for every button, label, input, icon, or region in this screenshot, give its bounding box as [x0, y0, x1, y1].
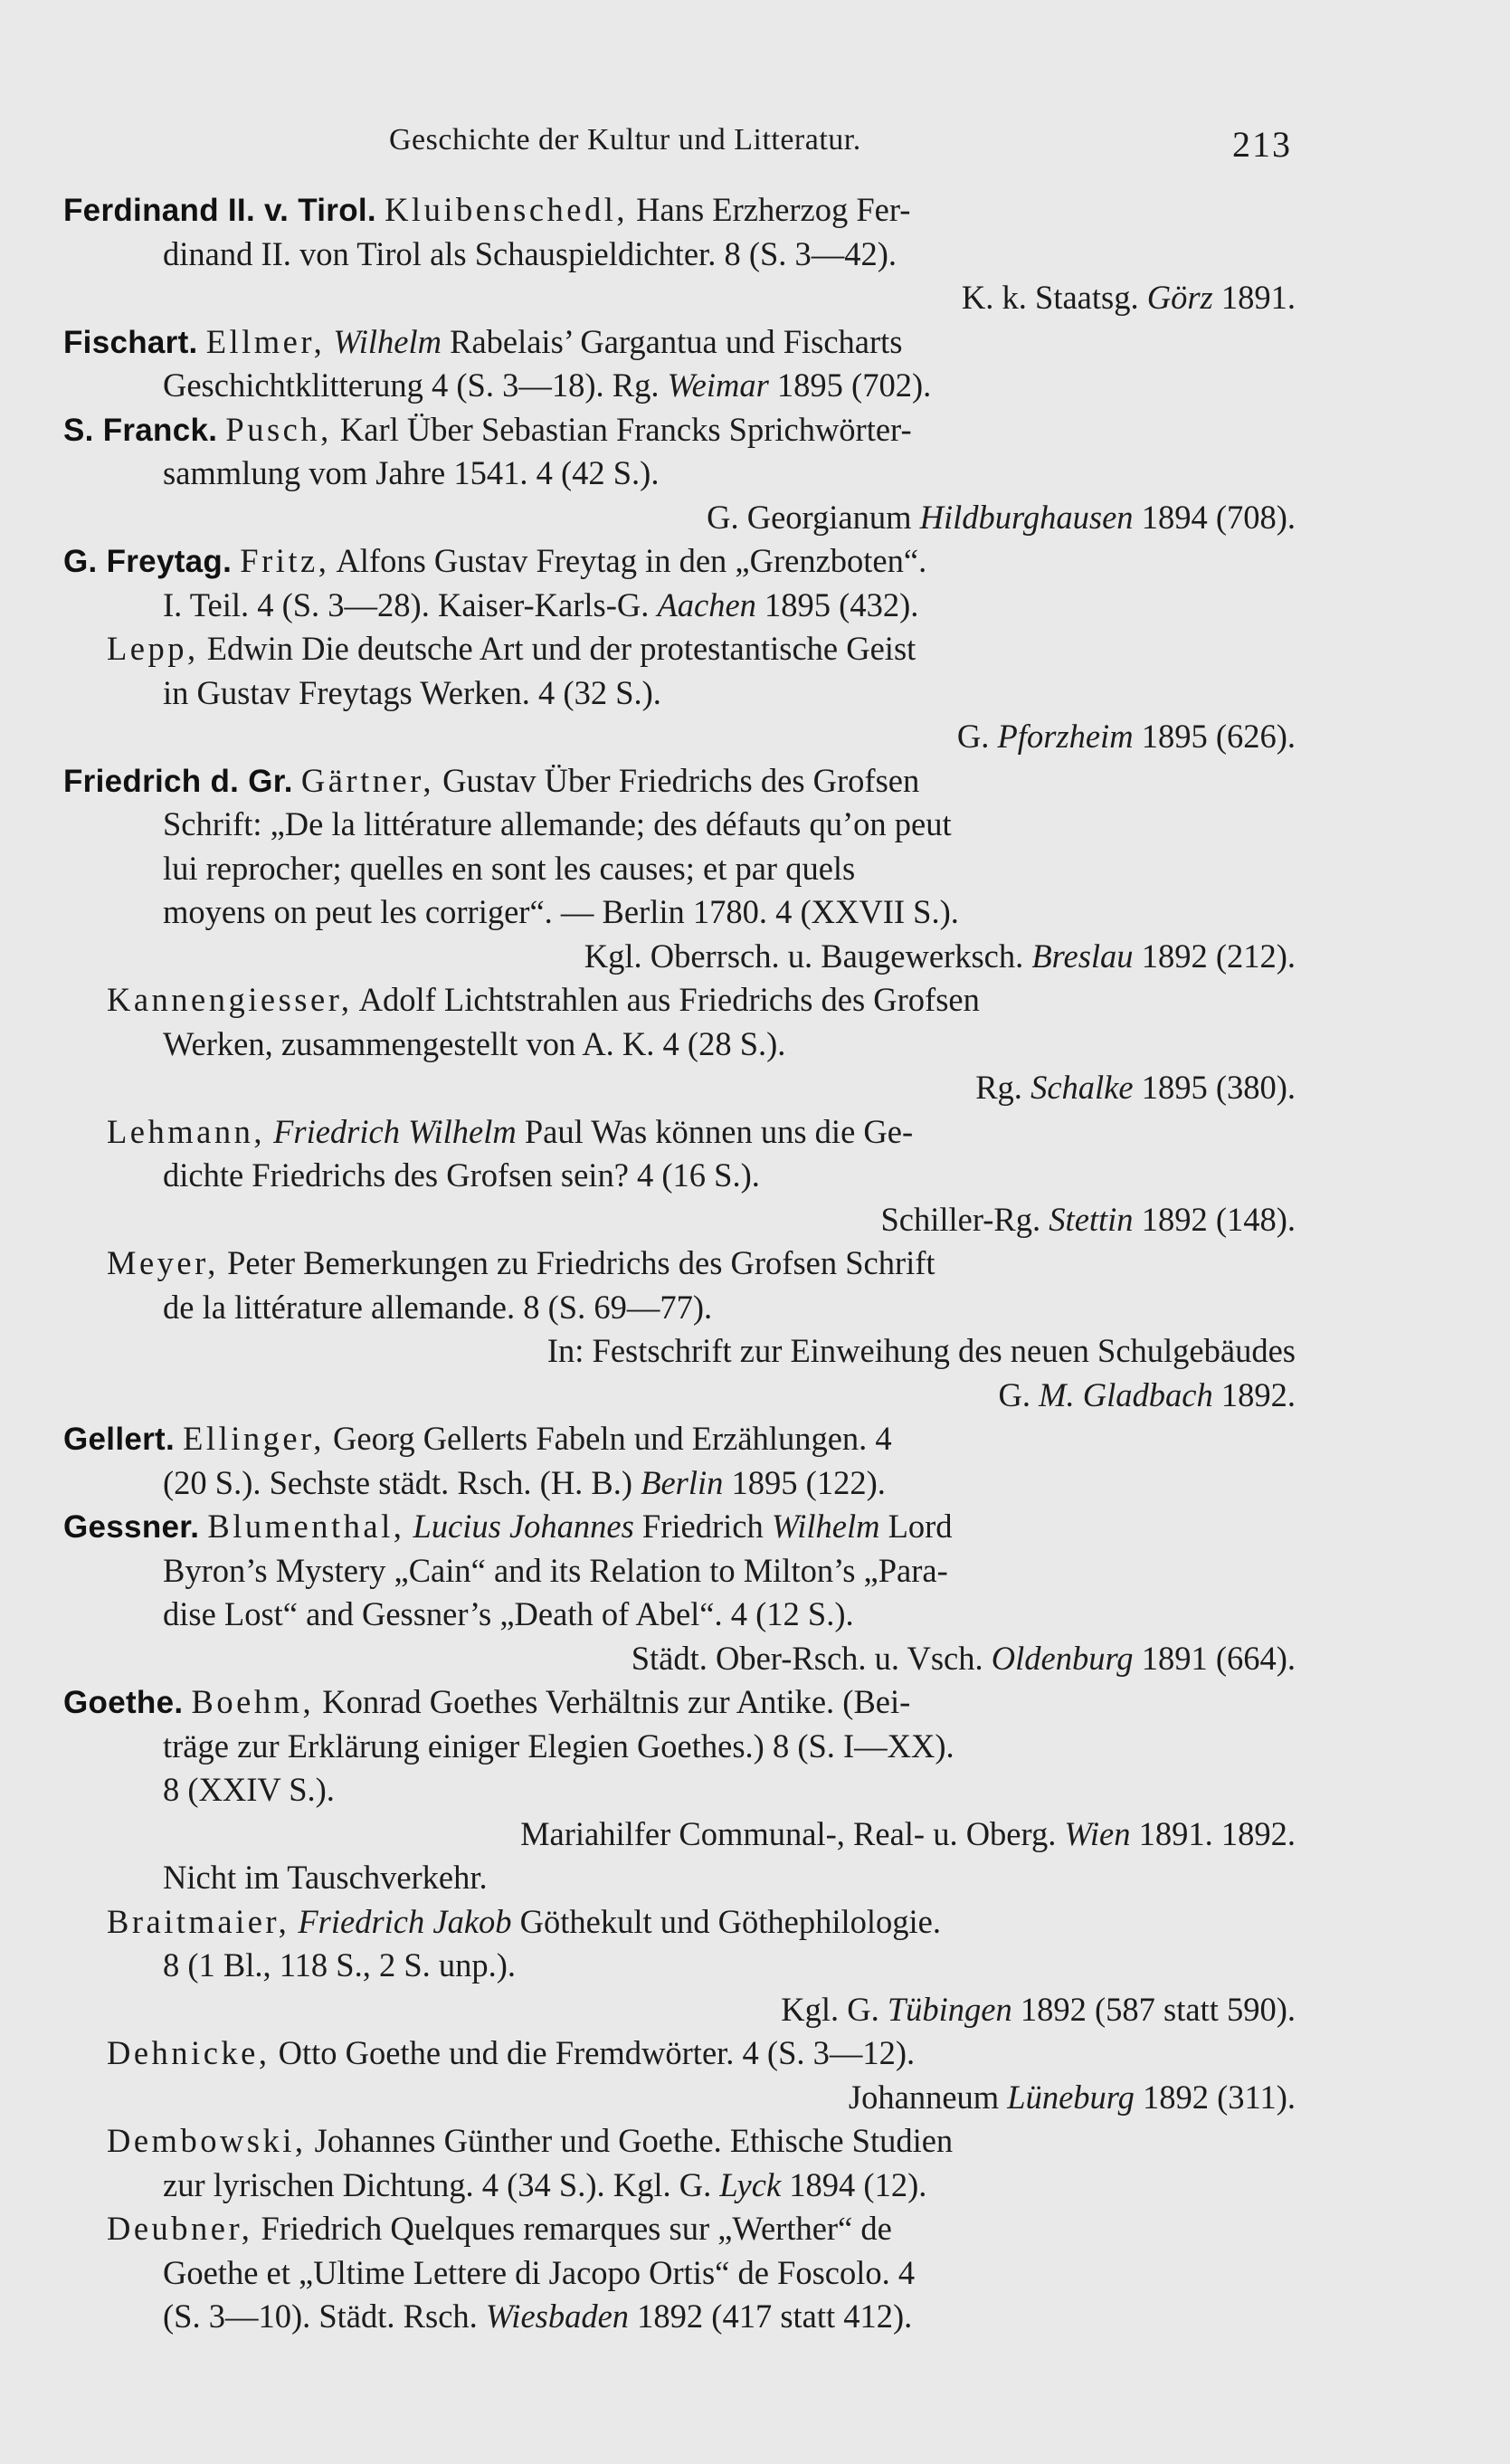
place-name: Oldenburg — [991, 1639, 1134, 1677]
year-number: 1894 (708). — [1133, 498, 1296, 536]
entry-text: dise Lost“ and Gessner’s „Death of Abel“. 4 (12 S.). — [163, 1595, 854, 1632]
author-surname: Dembowski, — [107, 2122, 307, 2159]
entry-text: Johannes Günther und Goethe. Ethische Studien — [306, 2122, 954, 2159]
year-number: 1891 (664). — [1133, 1639, 1296, 1677]
entry-text: Schiller-Rg. — [880, 1200, 1049, 1238]
entry-line — [63, 496, 1296, 540]
author-surname: Kannengiesser, — [107, 981, 353, 1018]
entry-text: lui reprocher; quelles en sont les causes; et par quels — [163, 849, 856, 887]
author-surname: Deubner, — [107, 2210, 253, 2247]
entry-text: dinand II. von Tirol als Schauspieldichter. 8 (S. 3—42). — [163, 234, 897, 272]
entry-text: Karl Über Sebastian Francks Sprichwörter- — [331, 410, 912, 448]
entry-line — [63, 1549, 1296, 1594]
header-title: Geschichte der Kultur und Litteratur. — [389, 123, 861, 157]
author-surname: Blumenthal, — [207, 1508, 405, 1545]
year-number: 1892 (311). — [1134, 2078, 1296, 2116]
author-surname: Boehm, — [191, 1683, 315, 1720]
author-surname: Meyer, — [107, 1244, 219, 1281]
place-name: Berlin — [641, 1463, 724, 1501]
entry-text — [325, 323, 333, 360]
entry-text: K. k. Staatsg. — [961, 279, 1147, 316]
entry-line — [63, 584, 1296, 628]
entry-line — [63, 1856, 1296, 1900]
entry-line — [63, 627, 1296, 671]
entry-text: Johanneum — [848, 2078, 1008, 2116]
entry-line — [63, 539, 1296, 584]
entry-text: Georg Gellerts Fabeln und Erzählungen. 4 — [324, 1420, 892, 1457]
entry-text: Friedrich — [633, 1508, 772, 1545]
year-number: 1895 (380). — [1133, 1069, 1296, 1106]
year-number: 1891. 1892. — [1130, 1814, 1296, 1852]
entry-line — [63, 978, 1296, 1023]
place-name: Wien — [1064, 1814, 1131, 1852]
entry-line — [63, 1725, 1296, 1769]
entry-text — [290, 1903, 298, 1940]
entry-line — [63, 408, 1296, 452]
entry-text: Alfons Gustav Freytag in den „Grenzboten“. — [329, 542, 927, 579]
entry-line — [63, 847, 1296, 891]
place-name: M. Gladbach — [1039, 1375, 1213, 1413]
entry-line — [63, 1374, 1296, 1418]
author-surname: Braitmaier, — [107, 1902, 290, 1940]
entry-text: 8 (XXIV S.). — [163, 1771, 335, 1808]
author-surname: Lehmann, — [107, 1112, 265, 1150]
bibliography-entry — [63, 188, 1296, 320]
entry-text: Paul Was können uns die Ge- — [516, 1112, 914, 1150]
author-given-name: Wilhelm — [771, 1508, 880, 1545]
entry-text: Kgl. G. — [781, 1990, 888, 2028]
entry-text: de la littérature allemande. 8 (S. 69—77). — [163, 1288, 713, 1326]
entry-text: Werken, zusammengestellt von A. K. 4 (28 S.). — [163, 1024, 786, 1062]
year-number: 1892. — [1212, 1375, 1296, 1413]
bibliography-entry — [63, 1505, 1296, 1680]
entry-text: Mariahilfer Communal-, Real- u. Oberg. — [520, 1814, 1065, 1852]
entry-line — [63, 1066, 1296, 1110]
place-name: Aachen — [657, 585, 756, 623]
entry-text: Friedrich Quelques remarques sur „Werther“ de — [252, 2210, 892, 2247]
entry-line — [63, 1329, 1296, 1374]
author-surname: Ellinger, — [183, 1420, 325, 1457]
place-name: Stettin — [1049, 1200, 1134, 1238]
entry-text: G. Georgianum — [707, 498, 920, 536]
entry-line — [63, 1198, 1296, 1242]
entry-line — [63, 715, 1296, 759]
bibliography-entry — [63, 1417, 1296, 1505]
entry-line — [63, 1505, 1296, 1549]
year-number: 1895 (626). — [1133, 718, 1296, 755]
entry-text: moyens on peut les corriger“. — Berlin 1780. 4 (XXVII S.). — [163, 893, 959, 930]
entry-text: Adolf Lichtstrahlen aus Friedrichs des Grofsen — [352, 981, 980, 1018]
entry-line — [63, 2164, 1296, 2208]
entry-line — [63, 1637, 1296, 1681]
page-number: 213 — [1232, 124, 1292, 165]
entry-line — [63, 1593, 1296, 1637]
entry-line — [63, 1988, 1296, 2032]
entry-text: träge zur Erklärung einiger Elegien Goethes.) 8 (S. I—XX). — [163, 1727, 954, 1765]
entry-text — [265, 1113, 273, 1150]
entry-line — [63, 1812, 1296, 1857]
entry-line — [63, 1944, 1296, 1988]
year-number: 1892 (212). — [1133, 937, 1296, 975]
subject-heading: G. Freytag. — [63, 544, 233, 579]
place-name: Hildburghausen — [919, 498, 1134, 536]
entry-text: Hans Erzherzog Fer- — [628, 191, 911, 228]
entry-text: Geschichtklitterung 4 (S. 3—18). Rg. — [163, 366, 668, 404]
entry-line — [63, 2076, 1296, 2120]
entry-text: Peter Bemerkungen zu Friedrichs des Grofsen Schrift — [218, 1244, 935, 1281]
author-given-name: Lucius Johannes — [413, 1508, 634, 1545]
entry-line — [63, 1680, 1296, 1725]
entry-line — [63, 364, 1296, 408]
entry-line — [63, 759, 1296, 804]
author-given-name: Friedrich Jakob — [298, 1902, 512, 1940]
entry-text: (20 S.). Sechste städt. Rsch. (H. B.) — [163, 1463, 641, 1501]
entry-text: Otto Goethe und die Fremdwörter. 4 (S. 3—12). — [270, 2034, 916, 2071]
year-number: 1895 (432). — [755, 585, 919, 623]
subject-heading: Gellert. — [63, 1422, 176, 1457]
bibliography-entry — [63, 320, 1296, 408]
entry-line — [63, 188, 1296, 233]
place-name: Weimar — [667, 366, 769, 404]
entry-text: In: Festschrift zur Einweihung des neuen Schulgebäudes — [546, 1332, 1296, 1369]
entry-line — [63, 803, 1296, 847]
subject-heading: Goethe. — [63, 1685, 184, 1720]
entry-line — [63, 1900, 1296, 1945]
author-surname: Fritz, — [240, 542, 330, 579]
entry-text: Nicht im Tauschverkehr. — [163, 1859, 488, 1896]
year-number: 1891. — [1212, 279, 1296, 316]
entry-text: Städt. Ober-Rsch. u. Vsch. — [631, 1639, 992, 1677]
subject-heading: Fischart. — [63, 324, 198, 360]
entry-line — [63, 1768, 1296, 1812]
place-name: Görz — [1146, 279, 1213, 316]
place-name: Lyck — [719, 2165, 782, 2203]
entry-line — [63, 935, 1296, 979]
entry-text: Goethe et „Ultime Lettere di Jacopo Ortis“ de Foscolo. 4 — [163, 2253, 916, 2291]
bibliography-list — [63, 188, 1296, 2339]
author-surname: Gärtner, — [300, 761, 434, 799]
entry-text: Göthekult und Göthephilologie. — [511, 1902, 941, 1940]
author-surname: Kluibenschedl, — [385, 191, 629, 228]
entry-line — [63, 276, 1296, 320]
subject-heading: S. Franck. — [63, 412, 218, 448]
place-name: Lüneburg — [1007, 2078, 1135, 2116]
author-surname: Lepp, — [107, 630, 199, 667]
author-surname: Pusch, — [225, 410, 332, 448]
place-name: Pforzheim — [997, 718, 1134, 755]
entry-line — [63, 2251, 1296, 2296]
entry-line — [63, 2031, 1296, 2076]
entry-line — [63, 1242, 1296, 1286]
entry-line — [63, 1417, 1296, 1461]
entry-text: 8 (1 Bl., 118 S., 2 S. unp.). — [163, 1946, 517, 1984]
entry-line — [63, 233, 1296, 277]
entry-line — [63, 1023, 1296, 1067]
place-name: Wiesbaden — [485, 2298, 630, 2335]
place-name: Tübingen — [887, 1990, 1012, 2028]
entry-text: I. Teil. 4 (S. 3—28). Kaiser-Karls-G. — [163, 585, 658, 623]
subject-heading: Friedrich d. Gr. — [63, 763, 293, 799]
entry-text: Konrad Goethes Verhältnis zur Antike. (Bei- — [314, 1683, 911, 1720]
year-number: 1892 (148). — [1133, 1200, 1296, 1238]
entry-text: Edwin Die deutsche Art und der protestantische Geist — [198, 630, 916, 667]
entry-text: Lord — [879, 1508, 953, 1545]
author-given-name: Friedrich Wilhelm — [273, 1112, 517, 1150]
author-surname: Ellmer, — [205, 322, 326, 360]
bibliography-entry — [63, 759, 1296, 1418]
entry-line — [63, 452, 1296, 496]
entry-text: (S. 3—10). Städt. Rsch. — [163, 2298, 486, 2335]
subject-heading: Gessner. — [63, 1509, 200, 1545]
subject-heading: Ferdinand II. v. Tirol. — [63, 193, 376, 228]
entry-text: Kgl. Oberrsch. u. Baugewerksch. — [584, 937, 1032, 975]
entry-text: G. — [956, 718, 998, 755]
entry-text: Rg. — [975, 1069, 1031, 1106]
bibliography-entry — [63, 539, 1296, 759]
author-surname: Dehnicke, — [107, 2034, 271, 2071]
year-number: 1892 (587 statt 590). — [1011, 1990, 1296, 2028]
entry-text: sammlung vom Jahre 1541. 4 (42 S.). — [163, 454, 660, 491]
running-header — [389, 123, 1292, 170]
year-number: 1894 (12). — [781, 2165, 927, 2203]
bibliography-entry — [63, 408, 1296, 540]
entry-text: Byron’s Mystery „Cain“ and its Relation to Milton’s „Para- — [163, 1551, 948, 1589]
entry-text: dichte Friedrichs des Grofsen sein? 4 (16 S.). — [163, 1156, 760, 1194]
entry-line — [63, 890, 1296, 935]
entry-line — [63, 1461, 1296, 1506]
entry-line — [63, 1110, 1296, 1155]
place-name: Breslau — [1031, 937, 1134, 975]
entry-line — [63, 671, 1296, 716]
entry-text: in Gustav Freytags Werken. 4 (32 S.). — [163, 673, 661, 711]
entry-line — [63, 1154, 1296, 1198]
entry-text: Schrift: „De la littérature allemande; des défauts qu’on peut — [163, 805, 952, 842]
entry-line — [63, 1286, 1296, 1330]
entry-text: Gustav Über Friedrichs des Grofsen — [434, 761, 920, 799]
place-name: Schalke — [1030, 1069, 1134, 1106]
entry-line — [63, 2207, 1296, 2251]
entry-text: Rabelais’ Gargantua und Fischarts — [441, 322, 903, 360]
entry-line — [63, 2295, 1296, 2339]
entry-text: G. — [998, 1375, 1040, 1413]
entry-line — [63, 2119, 1296, 2164]
entry-text: zur lyrischen Dichtung. 4 (34 S.). Kgl. G. — [163, 2165, 720, 2203]
bibliography-entry — [63, 1680, 1296, 2339]
year-number: 1895 (122). — [723, 1463, 886, 1501]
author-given-name: Wilhelm — [333, 322, 442, 360]
year-number: 1895 (702). — [768, 366, 932, 404]
entry-line — [63, 320, 1296, 365]
year-number: 1892 (417 statt 412). — [629, 2298, 913, 2335]
